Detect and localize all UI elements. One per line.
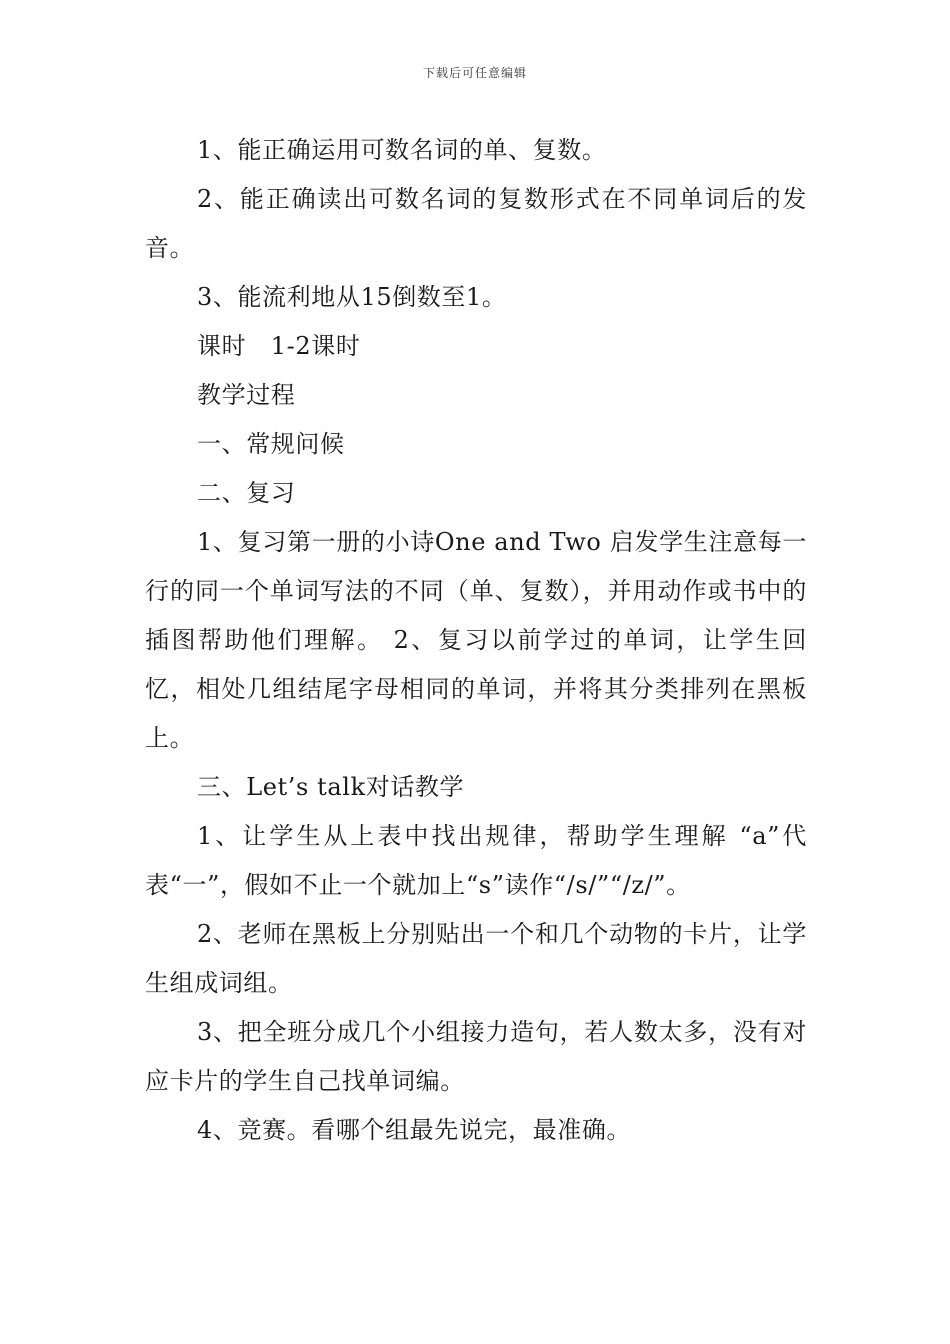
header-note: 下载后可任意编辑 (422, 66, 527, 80)
paragraph-talk-step-2: 2、老师在黑板上分别贴出一个和几个动物的卡片，让学生组成词组。 (145, 920, 807, 997)
paragraph-objective-1: 1、能正确运用可数名词的单、复数。 (197, 136, 607, 164)
paragraph-objective-2: 2、能正确读出可数名词的复数形式在不同单词后的发音。 (145, 185, 807, 262)
paragraph-section-3: 三、Let’s talk对话教学 (197, 773, 465, 801)
paragraph-lesson-hours: 课时 1-2课时 (197, 332, 361, 360)
paragraph-talk-step-4: 4、竞赛。看哪个组最先说完，最准确。 (197, 1116, 632, 1144)
paragraph-section-2: 二、复习 (197, 479, 296, 507)
paragraph-talk-step-3: 3、把全班分成几个小组接力造句，若人数太多，没有对应卡片的学生自己找单词编。 (145, 1018, 807, 1095)
paragraph-objective-3: 3、能流利地从15倒数至1。 (197, 283, 507, 311)
paragraph-talk-step-1: 1、让学生从上表中找出规律，帮助学生理解 “a”代表“一”，假如不止一个就加上“s”读作“/s/”“/z/”。 (145, 822, 807, 899)
paragraph-review-items: 1、复习第一册的小诗One and Two 启发学生注意每一行的同一个单词写法的不同（单、复数），并用动作或书中的插图帮助他们理解。 2、复习以前学过的单词，让学生回忆，相处几组结尾字母相同的单词，并将其分类排列在黑板上。 (145, 528, 807, 752)
paragraph-teaching-process: 教学过程 (197, 381, 296, 409)
document-body (145, 126, 807, 1155)
paragraph-section-1: 一、常规问候 (197, 430, 345, 458)
